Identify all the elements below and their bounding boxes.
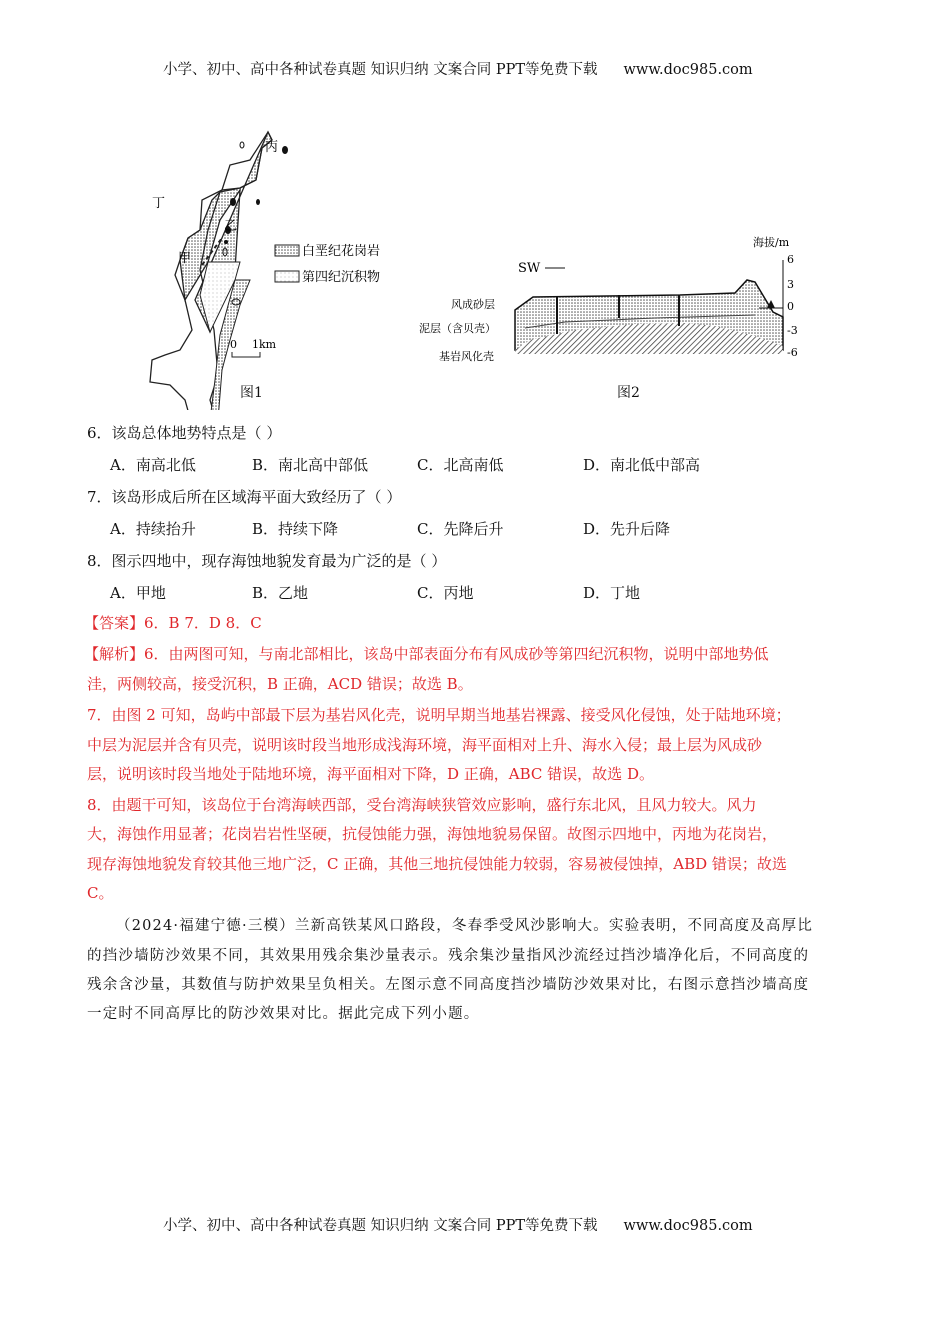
tick-3: 3 xyxy=(787,278,794,291)
direction-label: SW xyxy=(518,261,541,276)
question-8: 8．图示四地中，现存海蚀地貌发育最为广泛的是（ ） xyxy=(87,552,447,570)
place-ding: 丁 xyxy=(152,196,166,211)
tick-minus3: -3 xyxy=(787,324,798,337)
q7-option-a: A．持续抬升 xyxy=(110,520,196,538)
tick-0: 0 xyxy=(787,300,794,313)
analysis-line: 8．由题干可知，该岛位于台湾海峡西部，受台湾海峡狭管效应影响，盛行东北风，且风力较大。风力 xyxy=(87,796,757,814)
q7-option-c: C．先降后升 xyxy=(417,520,504,538)
legend-sediment: 第四纪沉积物 xyxy=(302,270,381,285)
page-footer xyxy=(163,1214,753,1235)
passage-line: 一定时不同高厚比的防沙效果对比。据此完成下列小题。 xyxy=(87,1006,480,1022)
scale-unit: 1km xyxy=(252,338,277,351)
figure1-caption: 图1 xyxy=(240,385,263,401)
q7-option-b: B．持续下降 xyxy=(252,520,339,538)
question-7: 7．该岛形成后所在区域海平面大致经历了（ ） xyxy=(87,488,402,506)
analysis-line: 【解析】6．由两图可知，与南北部相比，该岛中部表面分布有风成砂等第四纪沉积物，说明中部地势低 xyxy=(84,645,769,663)
q8-option-c: C．丙地 xyxy=(417,584,474,602)
q8-option-d: D．丁地 xyxy=(583,584,641,602)
passage-line: （2024·福建宁德·三模）兰新高铁某风口路段，冬春季受风沙影响大。实验表明，不同高度及高厚比 xyxy=(116,918,814,934)
legend-granite: 白垩纪花岗岩 xyxy=(302,244,381,259)
q6-option-a: A．南高北低 xyxy=(110,456,196,474)
q6-option-b: B．南北高中部低 xyxy=(252,456,369,474)
answer-line: 【答案】6．B 7．D 8．C xyxy=(84,614,262,632)
q7-option-d: D．先升后降 xyxy=(583,520,671,538)
analysis-line: 7．由图 2 可知，岛屿中部最下层为基岩风化壳，说明早期当地基岩裸露、接受风化侵蚀，处于陆地环境； xyxy=(87,706,791,724)
place-yi: 乙 xyxy=(224,219,238,234)
analysis-line: 洼，两侧较高，接受沉积，B 正确，ACD 错误；故选 B。 xyxy=(87,675,473,693)
question-6: 6．该岛总体地势特点是（ ） xyxy=(87,424,282,442)
q6-option-c: C．北高南低 xyxy=(417,456,504,474)
passage-line: 的挡沙墙防沙效果不同，其效果用残余集沙量表示。残余集沙量指风沙流经过挡沙墙净化后，不同高度的 xyxy=(87,948,810,964)
figure2-cross-section xyxy=(415,230,815,370)
footer-url[interactable]: www.doc985.com xyxy=(623,1218,753,1234)
scale-zero: 0 xyxy=(230,338,237,351)
analysis-line: 层，说明该时段当地处于陆地环境，海平面相对下降，D 正确，ABC 错误，故选 D。 xyxy=(87,765,654,783)
q8-option-b: B．乙地 xyxy=(252,584,309,602)
page-header xyxy=(163,58,753,79)
passage-line: 残余含沙量，其数值与防护效果呈负相关。左图示意不同高度挡沙墙防沙效果对比，右图示意挡沙墙高度 xyxy=(87,977,810,993)
scale-bar xyxy=(232,352,260,357)
figure1-island-map xyxy=(140,120,410,410)
layer-label-mud: 泥层（含贝壳） xyxy=(419,322,496,335)
analysis-line: C。 xyxy=(87,884,114,902)
q8-option-a: A．甲地 xyxy=(110,584,166,602)
axis-title: 海拔/m xyxy=(753,236,790,249)
tick-minus6: -6 xyxy=(787,346,798,359)
layer-label-bedrock: 基岩风化壳 xyxy=(439,350,494,363)
layer-label-sand: 风成砂层 xyxy=(451,298,495,311)
legend-swatch-granite xyxy=(275,245,299,256)
analysis-line: 现存海蚀地貌发育较其他三地广泛，C 正确，其他三地抗侵蚀能力较弱，容易被侵蚀掉，ABD 错误；故选 xyxy=(87,855,787,873)
footer-text: 小学、初中、高中各种试卷真题 知识归纳 文案合同 PPT等免费下载 xyxy=(163,1218,598,1234)
q6-option-d: D．南北低中部高 xyxy=(583,456,701,474)
place-bing: 丙 xyxy=(265,140,279,155)
place-jia: 甲 xyxy=(178,251,192,266)
figure2-caption: 图2 xyxy=(617,385,640,401)
header-url[interactable]: www.doc985.com xyxy=(623,62,753,78)
analysis-line: 中层为泥层并含有贝壳，说明该时段当地形成浅海环境，海平面相对上升、海水入侵；最上层为风成砂 xyxy=(87,736,763,754)
legend-swatch-sediment xyxy=(275,271,299,282)
analysis-line: 大，海蚀作用显著；花岗岩岩性坚硬，抗侵蚀能力强，海蚀地貌易保留。故图示四地中，丙地为花岗岩， xyxy=(87,825,778,843)
tick-6: 6 xyxy=(787,253,794,266)
header-text: 小学、初中、高中各种试卷真题 知识归纳 文案合同 PPT等免费下载 xyxy=(163,62,598,78)
